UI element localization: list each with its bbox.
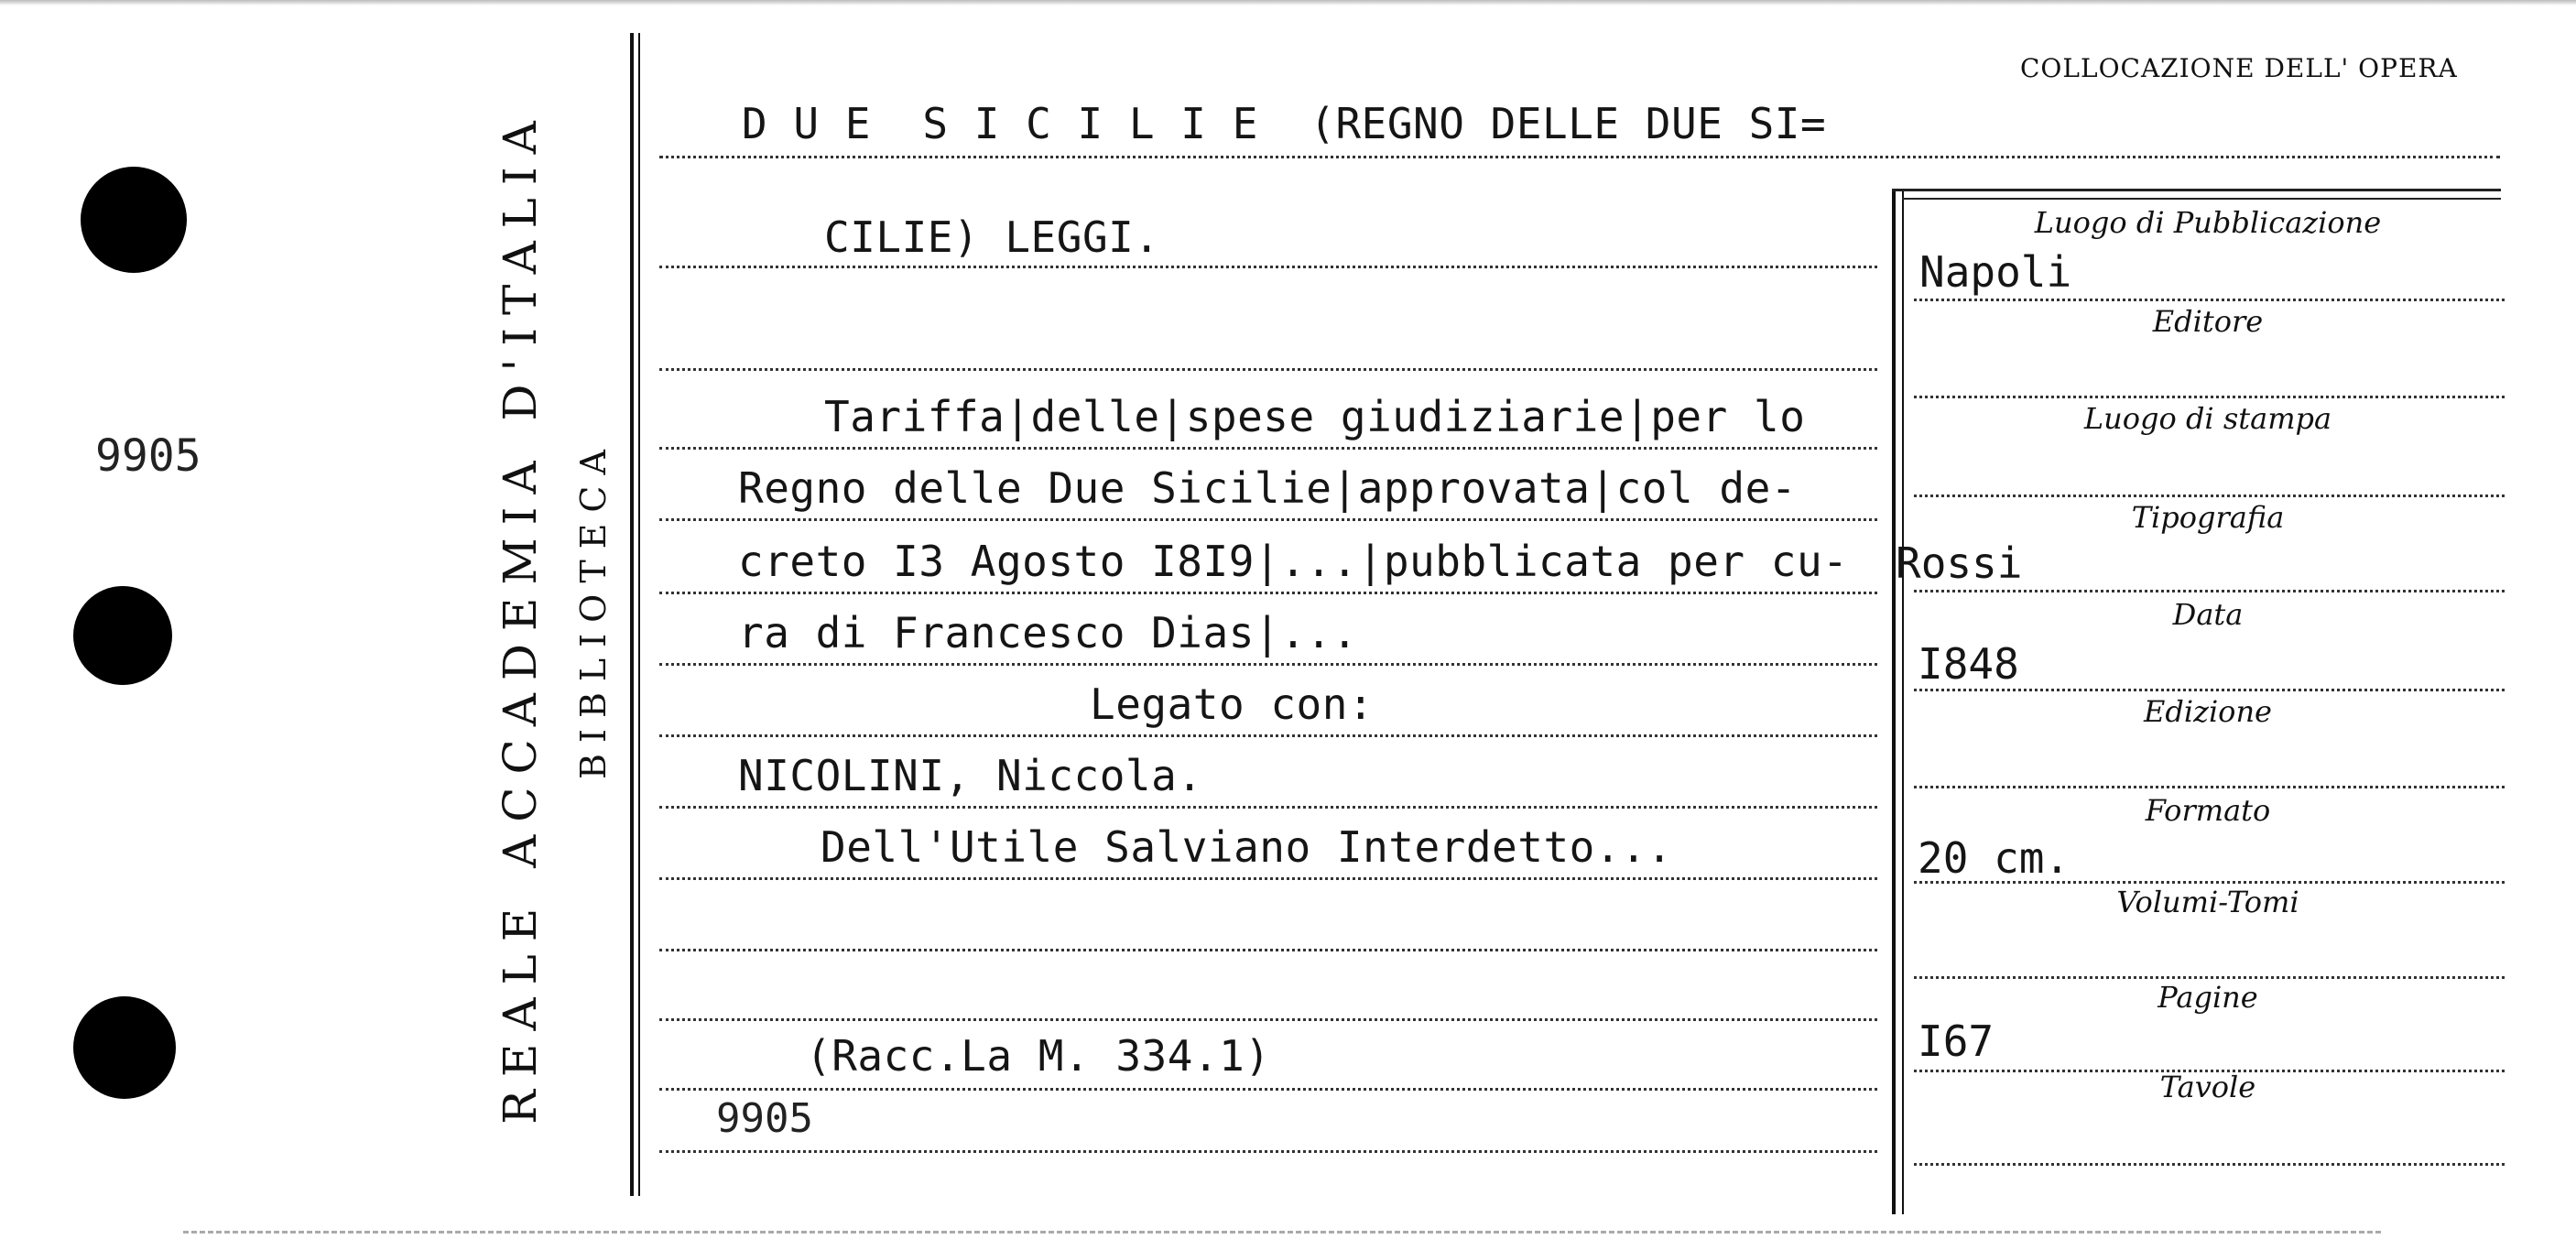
inventory-number-left: 9905	[95, 430, 201, 482]
entry-line	[659, 663, 1877, 666]
value-data: I848	[1918, 639, 2019, 689]
label-editore: Editore	[2152, 304, 2264, 339]
field-line	[1914, 786, 2505, 788]
value-tipografia: Rossi	[1896, 538, 2023, 588]
entry-line	[659, 518, 1877, 521]
punch-hole-middle	[73, 586, 172, 685]
entry-line	[659, 877, 1877, 880]
label-formato: Formato	[2145, 793, 2271, 828]
right-column-rule-inner	[1902, 189, 1904, 1214]
entry-title-line-2: Regno delle Due Sicilie|approvata|col de-	[738, 463, 1797, 513]
inventory-number-bottom: 9905	[716, 1095, 813, 1142]
bound-with-title: Dell'Utile Salviano Interdetto...	[821, 822, 1673, 872]
right-column-rule-outer	[1892, 189, 1896, 1214]
value-formato: 20 cm.	[1918, 833, 2071, 883]
label-luogo-pubblicazione: Luogo di Pubblicazione	[2034, 205, 2382, 240]
bound-with-author: NICOLINI, Niccola.	[738, 751, 1203, 800]
entry-line	[659, 1018, 1877, 1021]
entry-line	[659, 806, 1877, 809]
right-column-top-rule	[1892, 189, 2501, 191]
collocazione-header: COLLOCAZIONE DELL' OPERA	[2020, 53, 2458, 83]
punch-hole-bottom	[73, 996, 176, 1099]
collection-reference: (Racc.La M. 334.1)	[806, 1031, 1271, 1081]
label-edizione: Edizione	[2144, 694, 2272, 729]
right-column-top-rule-inner	[1902, 198, 2501, 200]
entry-heading-line-1: D U E S I C I L I E (REGNO DELLE DUE SI=	[742, 99, 1827, 148]
entry-title-line-3: creto I3 Agosto I8I9|...|pubblicata per cu-	[738, 537, 1849, 586]
field-line	[1914, 590, 2505, 592]
entry-heading-line-2: CILIE) LEGGI.	[824, 212, 1160, 262]
field-line	[1914, 689, 2505, 691]
entry-title-line-1: Tariffa|delle|spese giudiziarie|per lo	[824, 392, 1806, 441]
label-tipografia: Tipografia	[2131, 500, 2285, 535]
entry-line	[659, 949, 1877, 951]
entry-line	[659, 368, 1877, 371]
label-luogo-stampa: Luogo di stampa	[2083, 401, 2332, 436]
value-luogo-pubblicazione: Napoli	[1919, 247, 2072, 297]
entry-line	[659, 1150, 1877, 1153]
entry-line	[659, 592, 1877, 594]
entry-line	[659, 266, 1877, 268]
library-stamp: BIBLIOTECA	[573, 439, 614, 779]
field-line	[1914, 299, 2505, 301]
top-edge	[0, 0, 2576, 5]
value-pagine: I67	[1918, 1016, 1994, 1066]
entry-line	[659, 447, 1877, 450]
left-rule-outer	[630, 33, 634, 1196]
label-data: Data	[2172, 597, 2244, 632]
label-volumi-tomi: Volumi-Tomi	[2116, 885, 2299, 919]
left-rule-inner	[638, 33, 640, 1196]
punch-hole-top	[81, 167, 187, 273]
field-line	[1914, 1163, 2505, 1166]
field-line	[1914, 396, 2505, 398]
entry-title-line-4: ra di Francesco Dias|...	[738, 608, 1358, 658]
label-tavole: Tavole	[2159, 1070, 2256, 1104]
entry-line	[659, 734, 1877, 737]
bottom-edge	[183, 1231, 2381, 1234]
institution-stamp: REALE ACCADEMIA D'ITALIA	[494, 108, 547, 1125]
entry-line	[659, 156, 2500, 158]
label-pagine: Pagine	[2158, 980, 2258, 1015]
entry-line	[659, 1088, 1877, 1091]
field-line	[1914, 976, 2505, 979]
bound-with-label: Legato con:	[1090, 679, 1375, 729]
field-line	[1914, 495, 2505, 497]
